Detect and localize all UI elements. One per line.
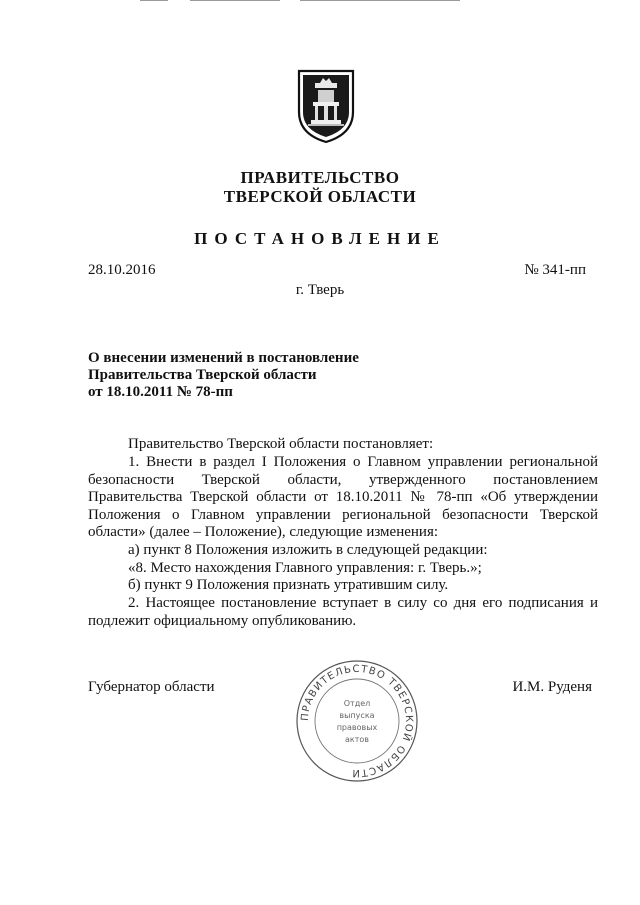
document-date: 28.10.2016 (88, 262, 156, 278)
scan-artifact (190, 0, 280, 1)
document-type-heading: ПОСТАНОВЛЕНИЕ (194, 229, 446, 248)
document-number: № 341-пп (524, 262, 586, 278)
item-2-paragraph: 2. Настоящее постановление вступает в силу со дня его подписания и подлежит официальному опубликованию. (88, 595, 598, 629)
stamp-center-line: актов (344, 735, 370, 744)
intro-paragraph: Правительство Тверской области постановляет: (128, 436, 434, 452)
scan-artifact (140, 0, 168, 1)
item-1a-text-paragraph: «8. Место нахождения Главного управления: г. Тверь.»; (128, 560, 482, 576)
scan-artifact (300, 0, 460, 1)
stamp-ring-text: ПРАВИТЕЛЬСТВО ТВЕРСКОЙ ОБЛАСТИ (299, 663, 415, 779)
government-title-line1: ПРАВИТЕЛЬСТВО (240, 168, 400, 187)
item-1a-paragraph: а) пункт 8 Положения изложить в следующей редакции: (128, 542, 488, 558)
subject-line2: Правительства Тверской области (88, 367, 317, 383)
government-title-line2: ТВЕРСКОЙ ОБЛАСТИ (223, 187, 417, 206)
stamp-center-line: правовых (336, 723, 378, 732)
subject-line3: от 18.10.2011 № 78-пп (88, 384, 233, 400)
subject-line1: О внесении изменений в постановление (88, 350, 359, 366)
stamp-center-line: Отдел (343, 699, 371, 708)
item-1b-paragraph: б) пункт 9 Положения признать утратившим силу. (128, 577, 449, 593)
coat-of-arms-emblem (296, 68, 356, 144)
document-city: г. Тверь (295, 282, 345, 298)
stamp-center-line: выпуска (339, 711, 375, 720)
signatory-position: Губернатор области (88, 679, 215, 695)
signatory-name: И.М. Руденя (512, 679, 592, 695)
item-1-paragraph: 1. Внести в раздел I Положения о Главном управлении региональной безопасности Тверской области, утвержденного постановлением Правительства Тверской области от 18.10.2011 № 78-пп «Об утверждении Положения о Главном управлении региональной безопасности Тверской области» (далее – Положение), следующие изменения: (88, 454, 598, 540)
official-seal-stamp (294, 658, 420, 784)
svg-text:ПРАВИТЕЛЬСТВО ТВЕРСКОЙ ОБЛАСТИ (300, 664, 415, 778)
